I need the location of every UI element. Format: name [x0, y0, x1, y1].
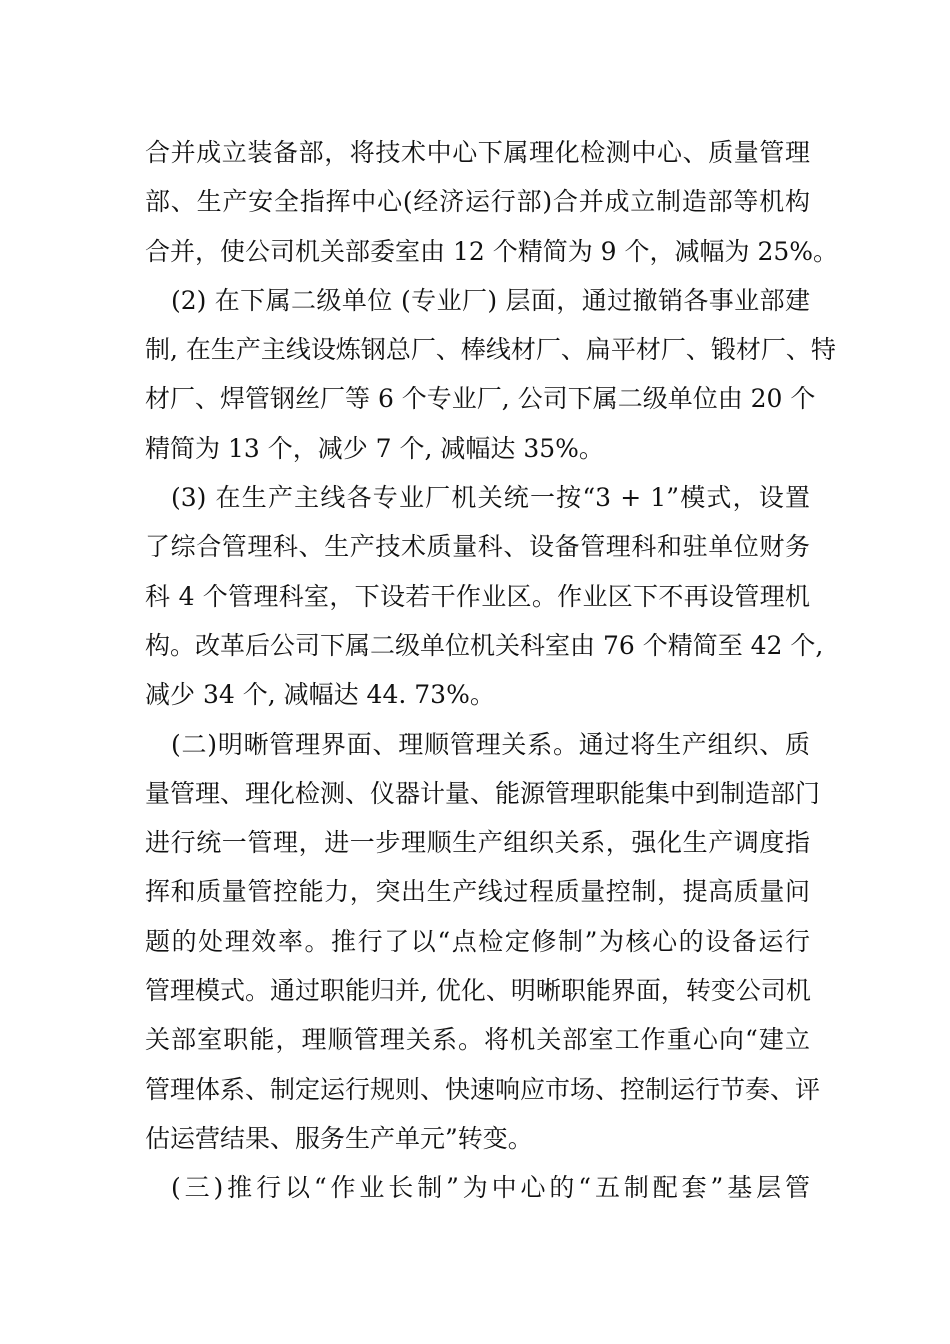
text-line: 制, 在生产主线设炼钢总厂、棒线材厂、扁平材厂、锻材厂、特 — [145, 335, 836, 365]
text-line: 减少 34 个, 减幅达 44. 73%。 — [145, 680, 495, 710]
text-line: 管理体系、制定运行规则、快速响应市场、控制运行节奏、评 — [145, 1074, 821, 1104]
text-line: 构。改革后公司下属二级单位机关科室由 76 个精简至 42 个, — [145, 630, 824, 660]
text-line: (二)明晰管理界面、理顺管理关系。通过将生产组织、质 — [171, 729, 810, 759]
text-line: 精简为 13 个，减少 7 个, 减幅达 35%。 — [145, 433, 604, 463]
text-line: 挥和质量管控能力，突出生产线过程质量控制，提高质量问 — [145, 877, 810, 907]
text-line: 合并成立装备部，将技术中心下属理化检测中心、质量管理 — [145, 138, 810, 167]
text-line: 管理模式。通过职能归并, 优化、明晰职能界面，转变公司机 — [145, 976, 811, 1006]
text-line: 了综合管理科、生产技术质量科、设备管理科和驻单位财务 — [145, 532, 810, 562]
text-line: 科 4 个管理科室，下设若干作业区。作业区下不再设管理机 — [145, 581, 810, 611]
text-line: (2) 在下属二级单位 (专业厂) 层面，通过撤销各事业部建 — [171, 285, 810, 315]
text-line: 量管理、理化检测、仪器计量、能源管理职能集中到制造部门 — [145, 778, 821, 808]
text-line: 部、生产安全指挥中心(经济运行部)合并成立制造部等机构 — [145, 187, 810, 217]
text-line: (3) 在生产主线各专业厂机关统一按“3 + 1”模式，设置 — [171, 483, 810, 513]
text-line: 材厂、焊管钢丝厂等 6 个专业厂, 公司下属二级单位由 20 个 — [145, 384, 816, 414]
text-line: 题的处理效率。推行了以“点检定修制”为核心的设备运行 — [145, 926, 810, 956]
text-line: 合并，使公司机关部委室由 12 个精简为 9 个，减幅为 25%。 — [145, 236, 839, 266]
text-line: (三)推行以“作业长制”为中心的“五制配套”基层管 — [171, 1173, 810, 1203]
text-line: 关部室职能，理顺管理关系。将机关部室工作重心向“建立 — [145, 1025, 810, 1055]
text-line: 估运营结果、服务生产单元”转变。 — [145, 1123, 533, 1153]
text-line: 进行统一管理，进一步理顺生产组织关系，强化生产调度指 — [145, 828, 810, 858]
document-body — [145, 128, 839, 1213]
